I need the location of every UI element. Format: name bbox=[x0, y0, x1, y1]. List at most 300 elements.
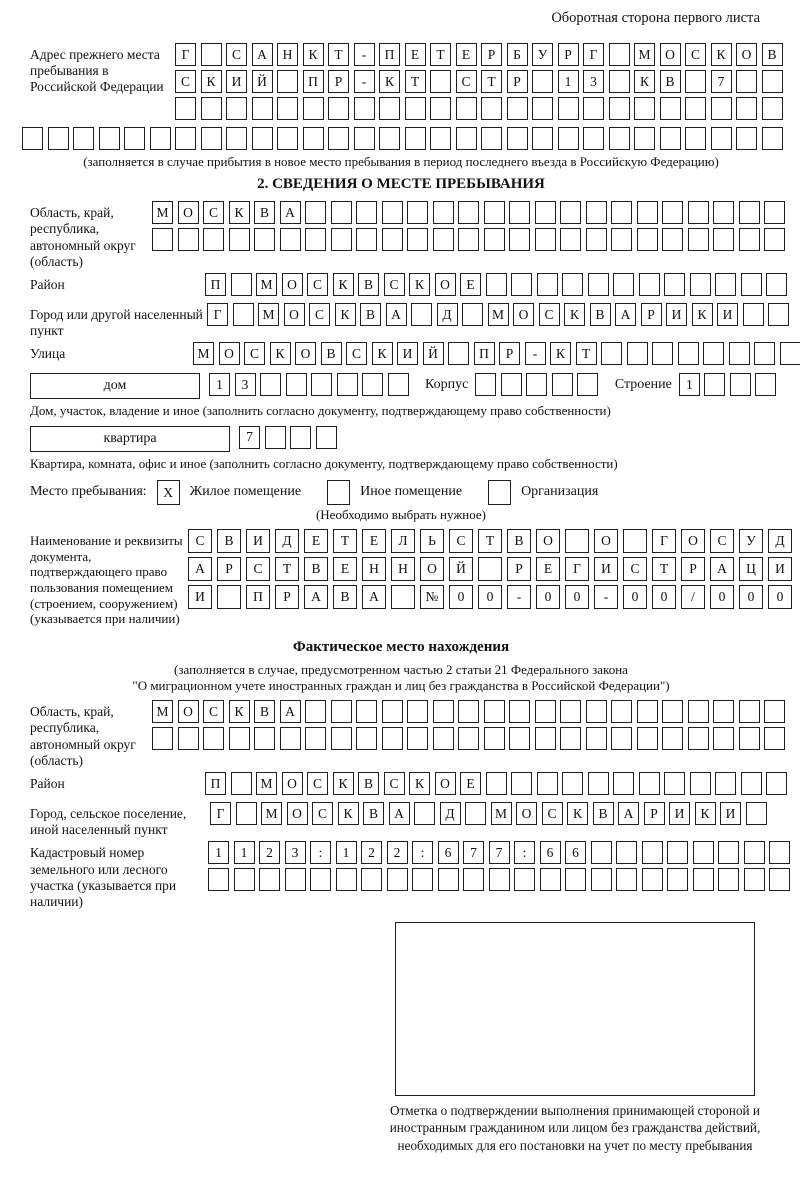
char-cell[interactable] bbox=[277, 70, 298, 93]
char-cell[interactable]: 1 bbox=[679, 373, 700, 396]
char-cell[interactable] bbox=[405, 127, 426, 150]
char-cell[interactable] bbox=[356, 228, 377, 251]
char-cell[interactable]: 0 bbox=[565, 585, 589, 609]
char-cell[interactable]: С bbox=[456, 70, 477, 93]
char-cell[interactable]: А bbox=[618, 802, 639, 825]
apartment-box[interactable]: квартира bbox=[30, 426, 230, 452]
char-cell[interactable]: С bbox=[203, 201, 224, 224]
char-cell[interactable] bbox=[741, 772, 762, 795]
char-cell[interactable] bbox=[609, 97, 630, 120]
char-cell[interactable] bbox=[662, 201, 683, 224]
char-cell[interactable]: Е bbox=[536, 557, 560, 581]
char-cell[interactable]: Р bbox=[644, 802, 665, 825]
char-cell[interactable]: А bbox=[252, 43, 273, 66]
char-cell[interactable] bbox=[532, 97, 553, 120]
char-cell[interactable]: 6 bbox=[540, 841, 561, 864]
char-cell[interactable] bbox=[458, 201, 479, 224]
char-cell[interactable]: П bbox=[379, 43, 400, 66]
char-cell[interactable]: В bbox=[254, 201, 275, 224]
char-cell[interactable] bbox=[577, 373, 598, 396]
char-cell[interactable] bbox=[736, 70, 757, 93]
char-cell[interactable]: У bbox=[739, 529, 763, 553]
cadastral-row-2[interactable] bbox=[208, 868, 795, 891]
char-cell[interactable] bbox=[458, 727, 479, 750]
char-cell[interactable] bbox=[208, 868, 229, 891]
char-cell[interactable] bbox=[730, 373, 751, 396]
char-cell[interactable] bbox=[637, 201, 658, 224]
char-cell[interactable] bbox=[382, 727, 403, 750]
char-cell[interactable] bbox=[532, 70, 553, 93]
char-cell[interactable] bbox=[744, 868, 765, 891]
char-cell[interactable]: К bbox=[550, 342, 571, 365]
char-cell[interactable]: / bbox=[681, 585, 705, 609]
char-cell[interactable] bbox=[362, 373, 383, 396]
char-cell[interactable] bbox=[739, 201, 760, 224]
char-cell[interactable] bbox=[764, 700, 785, 723]
char-cell[interactable]: 0 bbox=[652, 585, 676, 609]
char-cell[interactable]: С bbox=[309, 303, 330, 326]
char-cell[interactable] bbox=[484, 727, 505, 750]
char-cell[interactable] bbox=[562, 273, 583, 296]
char-cell[interactable]: П bbox=[246, 585, 270, 609]
char-cell[interactable] bbox=[356, 201, 377, 224]
char-cell[interactable] bbox=[486, 273, 507, 296]
char-cell[interactable] bbox=[387, 868, 408, 891]
char-cell[interactable]: В bbox=[321, 342, 342, 365]
char-cell[interactable]: В bbox=[590, 303, 611, 326]
char-cell[interactable] bbox=[303, 127, 324, 150]
char-cell[interactable] bbox=[611, 228, 632, 251]
char-cell[interactable]: 2 bbox=[259, 841, 280, 864]
char-cell[interactable]: К bbox=[634, 70, 655, 93]
char-cell[interactable] bbox=[611, 201, 632, 224]
char-cell[interactable]: К bbox=[372, 342, 393, 365]
char-cell[interactable] bbox=[611, 700, 632, 723]
prev-address-row-4[interactable] bbox=[22, 127, 772, 150]
char-cell[interactable] bbox=[685, 97, 706, 120]
char-cell[interactable]: А bbox=[280, 700, 301, 723]
char-cell[interactable] bbox=[639, 273, 660, 296]
char-cell[interactable] bbox=[688, 700, 709, 723]
char-cell[interactable] bbox=[766, 273, 787, 296]
city-row[interactable] bbox=[207, 303, 794, 326]
char-cell[interactable]: К bbox=[201, 70, 222, 93]
char-cell[interactable] bbox=[662, 727, 683, 750]
char-cell[interactable] bbox=[48, 127, 69, 150]
char-cell[interactable]: 1 bbox=[558, 70, 579, 93]
char-cell[interactable]: К bbox=[711, 43, 732, 66]
char-cell[interactable] bbox=[535, 228, 556, 251]
char-cell[interactable] bbox=[690, 273, 711, 296]
char-cell[interactable]: Т bbox=[333, 529, 357, 553]
char-cell[interactable] bbox=[286, 373, 307, 396]
char-cell[interactable] bbox=[509, 228, 530, 251]
char-cell[interactable] bbox=[762, 127, 783, 150]
char-cell[interactable] bbox=[331, 727, 352, 750]
char-cell[interactable] bbox=[458, 700, 479, 723]
char-cell[interactable] bbox=[305, 727, 326, 750]
char-cell[interactable] bbox=[254, 727, 275, 750]
char-cell[interactable] bbox=[448, 342, 469, 365]
char-cell[interactable]: И bbox=[768, 557, 792, 581]
char-cell[interactable] bbox=[465, 802, 486, 825]
char-cell[interactable]: С bbox=[623, 557, 647, 581]
char-cell[interactable] bbox=[201, 127, 222, 150]
char-cell[interactable]: В bbox=[360, 303, 381, 326]
char-cell[interactable] bbox=[438, 868, 459, 891]
char-cell[interactable]: 2 bbox=[361, 841, 382, 864]
char-cell[interactable] bbox=[560, 201, 581, 224]
char-cell[interactable]: : bbox=[514, 841, 535, 864]
char-cell[interactable] bbox=[532, 127, 553, 150]
char-cell[interactable] bbox=[254, 228, 275, 251]
char-cell[interactable]: С bbox=[307, 273, 328, 296]
char-cell[interactable]: К bbox=[270, 342, 291, 365]
char-cell[interactable] bbox=[484, 700, 505, 723]
char-cell[interactable]: - bbox=[525, 342, 546, 365]
char-cell[interactable]: С bbox=[384, 273, 405, 296]
char-cell[interactable]: Т bbox=[481, 70, 502, 93]
char-cell[interactable] bbox=[768, 303, 789, 326]
char-cell[interactable] bbox=[430, 97, 451, 120]
char-cell[interactable]: 3 bbox=[583, 70, 604, 93]
char-cell[interactable]: К bbox=[229, 201, 250, 224]
char-cell[interactable] bbox=[201, 97, 222, 120]
char-cell[interactable] bbox=[382, 228, 403, 251]
char-cell[interactable] bbox=[558, 97, 579, 120]
char-cell[interactable] bbox=[226, 127, 247, 150]
char-cell[interactable] bbox=[509, 727, 530, 750]
char-cell[interactable]: В bbox=[660, 70, 681, 93]
char-cell[interactable] bbox=[489, 868, 510, 891]
char-cell[interactable]: С bbox=[188, 529, 212, 553]
char-cell[interactable] bbox=[660, 127, 681, 150]
char-cell[interactable] bbox=[501, 373, 522, 396]
char-cell[interactable]: С bbox=[346, 342, 367, 365]
char-cell[interactable]: В bbox=[304, 557, 328, 581]
char-cell[interactable] bbox=[693, 868, 714, 891]
char-cell[interactable] bbox=[407, 201, 428, 224]
checkbox-zhiloe[interactable] bbox=[157, 480, 180, 505]
char-cell[interactable] bbox=[764, 228, 785, 251]
char-cell[interactable] bbox=[562, 772, 583, 795]
char-cell[interactable]: П bbox=[474, 342, 495, 365]
char-cell[interactable]: 2 bbox=[387, 841, 408, 864]
char-cell[interactable] bbox=[336, 868, 357, 891]
char-cell[interactable]: А bbox=[362, 585, 386, 609]
char-cell[interactable] bbox=[234, 868, 255, 891]
char-cell[interactable] bbox=[290, 426, 311, 449]
char-cell[interactable] bbox=[639, 772, 660, 795]
char-cell[interactable] bbox=[588, 772, 609, 795]
char-cell[interactable] bbox=[678, 342, 699, 365]
char-cell[interactable] bbox=[565, 529, 589, 553]
char-cell[interactable] bbox=[565, 868, 586, 891]
char-cell[interactable] bbox=[560, 727, 581, 750]
char-cell[interactable] bbox=[693, 841, 714, 864]
char-cell[interactable] bbox=[229, 727, 250, 750]
char-cell[interactable] bbox=[407, 228, 428, 251]
char-cell[interactable] bbox=[226, 97, 247, 120]
char-cell[interactable]: 0 bbox=[478, 585, 502, 609]
char-cell[interactable] bbox=[259, 868, 280, 891]
char-cell[interactable]: Т bbox=[405, 70, 426, 93]
char-cell[interactable] bbox=[718, 868, 739, 891]
char-cell[interactable]: : bbox=[412, 841, 433, 864]
char-cell[interactable]: Р bbox=[507, 557, 531, 581]
char-cell[interactable]: О bbox=[660, 43, 681, 66]
char-cell[interactable] bbox=[316, 426, 337, 449]
char-cell[interactable]: Н bbox=[277, 43, 298, 66]
doc-row-3[interactable] bbox=[188, 585, 797, 609]
char-cell[interactable]: О bbox=[284, 303, 305, 326]
char-cell[interactable]: Т bbox=[430, 43, 451, 66]
char-cell[interactable]: О bbox=[513, 303, 534, 326]
char-cell[interactable] bbox=[124, 127, 145, 150]
char-cell[interactable]: 0 bbox=[768, 585, 792, 609]
char-cell[interactable]: Е bbox=[460, 772, 481, 795]
char-cell[interactable] bbox=[713, 700, 734, 723]
char-cell[interactable]: М bbox=[152, 201, 173, 224]
char-cell[interactable]: Р bbox=[275, 585, 299, 609]
char-cell[interactable]: К bbox=[229, 700, 250, 723]
char-cell[interactable] bbox=[475, 373, 496, 396]
char-cell[interactable] bbox=[337, 373, 358, 396]
char-cell[interactable]: 0 bbox=[710, 585, 734, 609]
char-cell[interactable]: Т bbox=[275, 557, 299, 581]
char-cell[interactable] bbox=[769, 841, 790, 864]
char-cell[interactable] bbox=[285, 868, 306, 891]
char-cell[interactable] bbox=[305, 201, 326, 224]
char-cell[interactable]: И bbox=[246, 529, 270, 553]
char-cell[interactable]: Д bbox=[440, 802, 461, 825]
char-cell[interactable] bbox=[616, 868, 637, 891]
district-row[interactable] bbox=[205, 273, 792, 296]
char-cell[interactable] bbox=[430, 70, 451, 93]
char-cell[interactable]: Р bbox=[499, 342, 520, 365]
char-cell[interactable] bbox=[178, 228, 199, 251]
char-cell[interactable] bbox=[481, 97, 502, 120]
char-cell[interactable] bbox=[458, 228, 479, 251]
char-cell[interactable] bbox=[729, 342, 750, 365]
char-cell[interactable] bbox=[662, 700, 683, 723]
char-cell[interactable] bbox=[327, 480, 350, 505]
char-cell[interactable] bbox=[609, 127, 630, 150]
prev-address-row-3[interactable] bbox=[175, 97, 787, 120]
char-cell[interactable] bbox=[754, 342, 775, 365]
char-cell[interactable]: В bbox=[762, 43, 783, 66]
char-cell[interactable] bbox=[484, 201, 505, 224]
char-cell[interactable] bbox=[586, 228, 607, 251]
char-cell[interactable]: П bbox=[303, 70, 324, 93]
char-cell[interactable]: И bbox=[594, 557, 618, 581]
char-cell[interactable]: И bbox=[188, 585, 212, 609]
char-cell[interactable]: Е bbox=[304, 529, 328, 553]
char-cell[interactable] bbox=[537, 273, 558, 296]
char-cell[interactable]: 0 bbox=[536, 585, 560, 609]
char-cell[interactable] bbox=[509, 700, 530, 723]
char-cell[interactable] bbox=[739, 727, 760, 750]
char-cell[interactable] bbox=[311, 373, 332, 396]
char-cell[interactable]: С bbox=[449, 529, 473, 553]
char-cell[interactable]: К bbox=[333, 273, 354, 296]
char-cell[interactable] bbox=[537, 772, 558, 795]
char-cell[interactable]: И bbox=[397, 342, 418, 365]
actual-region-row-2[interactable] bbox=[152, 727, 790, 750]
char-cell[interactable] bbox=[231, 273, 252, 296]
char-cell[interactable] bbox=[433, 727, 454, 750]
char-cell[interactable] bbox=[236, 802, 257, 825]
char-cell[interactable]: О bbox=[287, 802, 308, 825]
actual-city-row[interactable] bbox=[210, 802, 771, 825]
char-cell[interactable] bbox=[379, 127, 400, 150]
doc-row-2[interactable] bbox=[188, 557, 797, 581]
char-cell[interactable] bbox=[713, 201, 734, 224]
char-cell[interactable] bbox=[217, 585, 241, 609]
char-cell[interactable] bbox=[713, 228, 734, 251]
char-cell[interactable]: Г bbox=[565, 557, 589, 581]
char-cell[interactable] bbox=[764, 727, 785, 750]
char-cell[interactable]: 1 bbox=[209, 373, 230, 396]
char-cell[interactable]: О bbox=[536, 529, 560, 553]
char-cell[interactable] bbox=[741, 273, 762, 296]
char-cell[interactable]: О bbox=[178, 700, 199, 723]
char-cell[interactable]: В bbox=[363, 802, 384, 825]
char-cell[interactable]: М bbox=[261, 802, 282, 825]
char-cell[interactable]: С bbox=[244, 342, 265, 365]
actual-district-row[interactable] bbox=[205, 772, 792, 795]
char-cell[interactable] bbox=[478, 557, 502, 581]
char-cell[interactable] bbox=[507, 127, 528, 150]
char-cell[interactable] bbox=[766, 772, 787, 795]
char-cell[interactable] bbox=[411, 303, 432, 326]
char-cell[interactable] bbox=[514, 868, 535, 891]
korpus-cells[interactable] bbox=[475, 373, 603, 396]
char-cell[interactable] bbox=[755, 373, 776, 396]
char-cell[interactable]: Ц bbox=[739, 557, 763, 581]
char-cell[interactable]: К bbox=[303, 43, 324, 66]
char-cell[interactable]: М bbox=[491, 802, 512, 825]
char-cell[interactable] bbox=[780, 342, 800, 365]
char-cell[interactable] bbox=[711, 97, 732, 120]
char-cell[interactable]: А bbox=[615, 303, 636, 326]
char-cell[interactable]: Р bbox=[641, 303, 662, 326]
char-cell[interactable] bbox=[616, 841, 637, 864]
char-cell[interactable]: А bbox=[188, 557, 212, 581]
char-cell[interactable] bbox=[623, 529, 647, 553]
char-cell[interactable] bbox=[583, 127, 604, 150]
region-row-2[interactable] bbox=[152, 228, 790, 251]
char-cell[interactable] bbox=[586, 727, 607, 750]
char-cell[interactable] bbox=[736, 127, 757, 150]
char-cell[interactable] bbox=[456, 127, 477, 150]
char-cell[interactable]: В bbox=[593, 802, 614, 825]
char-cell[interactable] bbox=[634, 97, 655, 120]
char-cell[interactable]: О bbox=[295, 342, 316, 365]
char-cell[interactable] bbox=[201, 43, 222, 66]
doc-row-1[interactable] bbox=[188, 529, 797, 553]
char-cell[interactable] bbox=[715, 772, 736, 795]
char-cell[interactable] bbox=[613, 772, 634, 795]
char-cell[interactable]: 3 bbox=[285, 841, 306, 864]
char-cell[interactable]: - bbox=[594, 585, 618, 609]
char-cell[interactable] bbox=[481, 127, 502, 150]
char-cell[interactable] bbox=[379, 97, 400, 120]
char-cell[interactable] bbox=[150, 127, 171, 150]
char-cell[interactable]: Н bbox=[362, 557, 386, 581]
char-cell[interactable]: 7 bbox=[489, 841, 510, 864]
char-cell[interactable]: Р bbox=[558, 43, 579, 66]
char-cell[interactable] bbox=[305, 700, 326, 723]
char-cell[interactable]: Е bbox=[362, 529, 386, 553]
char-cell[interactable] bbox=[178, 727, 199, 750]
char-cell[interactable] bbox=[637, 727, 658, 750]
char-cell[interactable] bbox=[762, 70, 783, 93]
char-cell[interactable]: А bbox=[304, 585, 328, 609]
char-cell[interactable] bbox=[634, 127, 655, 150]
stroenie-cells[interactable] bbox=[679, 373, 781, 396]
char-cell[interactable]: М bbox=[152, 700, 173, 723]
char-cell[interactable] bbox=[175, 127, 196, 150]
char-cell[interactable]: Й bbox=[252, 70, 273, 93]
char-cell[interactable] bbox=[552, 373, 573, 396]
char-cell[interactable] bbox=[558, 127, 579, 150]
char-cell[interactable] bbox=[609, 43, 630, 66]
prev-address-row-1[interactable] bbox=[175, 43, 787, 66]
char-cell[interactable] bbox=[652, 342, 673, 365]
char-cell[interactable]: Ь bbox=[420, 529, 444, 553]
char-cell[interactable]: М bbox=[488, 303, 509, 326]
char-cell[interactable] bbox=[356, 700, 377, 723]
char-cell[interactable] bbox=[526, 373, 547, 396]
char-cell[interactable]: Е bbox=[456, 43, 477, 66]
char-cell[interactable] bbox=[667, 868, 688, 891]
house-number-cells[interactable] bbox=[209, 373, 413, 396]
char-cell[interactable] bbox=[688, 201, 709, 224]
char-cell[interactable] bbox=[331, 700, 352, 723]
char-cell[interactable]: В bbox=[358, 273, 379, 296]
char-cell[interactable] bbox=[233, 303, 254, 326]
char-cell[interactable] bbox=[382, 201, 403, 224]
char-cell[interactable] bbox=[664, 772, 685, 795]
char-cell[interactable]: А bbox=[280, 201, 301, 224]
char-cell[interactable] bbox=[175, 97, 196, 120]
char-cell[interactable]: И bbox=[666, 303, 687, 326]
char-cell[interactable] bbox=[660, 97, 681, 120]
char-cell[interactable]: Р bbox=[507, 70, 528, 93]
char-cell[interactable]: П bbox=[205, 273, 226, 296]
char-cell[interactable] bbox=[310, 868, 331, 891]
char-cell[interactable] bbox=[354, 97, 375, 120]
char-cell[interactable]: 1 bbox=[208, 841, 229, 864]
char-cell[interactable] bbox=[407, 700, 428, 723]
char-cell[interactable]: Е bbox=[405, 43, 426, 66]
char-cell[interactable] bbox=[280, 727, 301, 750]
char-cell[interactable] bbox=[414, 802, 435, 825]
char-cell[interactable] bbox=[609, 70, 630, 93]
char-cell[interactable]: А bbox=[710, 557, 734, 581]
char-cell[interactable] bbox=[715, 273, 736, 296]
char-cell[interactable]: 1 bbox=[336, 841, 357, 864]
char-cell[interactable]: Т bbox=[652, 557, 676, 581]
char-cell[interactable] bbox=[277, 127, 298, 150]
char-cell[interactable] bbox=[331, 201, 352, 224]
char-cell[interactable] bbox=[739, 700, 760, 723]
char-cell[interactable] bbox=[407, 727, 428, 750]
char-cell[interactable]: Т bbox=[328, 43, 349, 66]
char-cell[interactable] bbox=[462, 303, 483, 326]
char-cell[interactable] bbox=[430, 127, 451, 150]
